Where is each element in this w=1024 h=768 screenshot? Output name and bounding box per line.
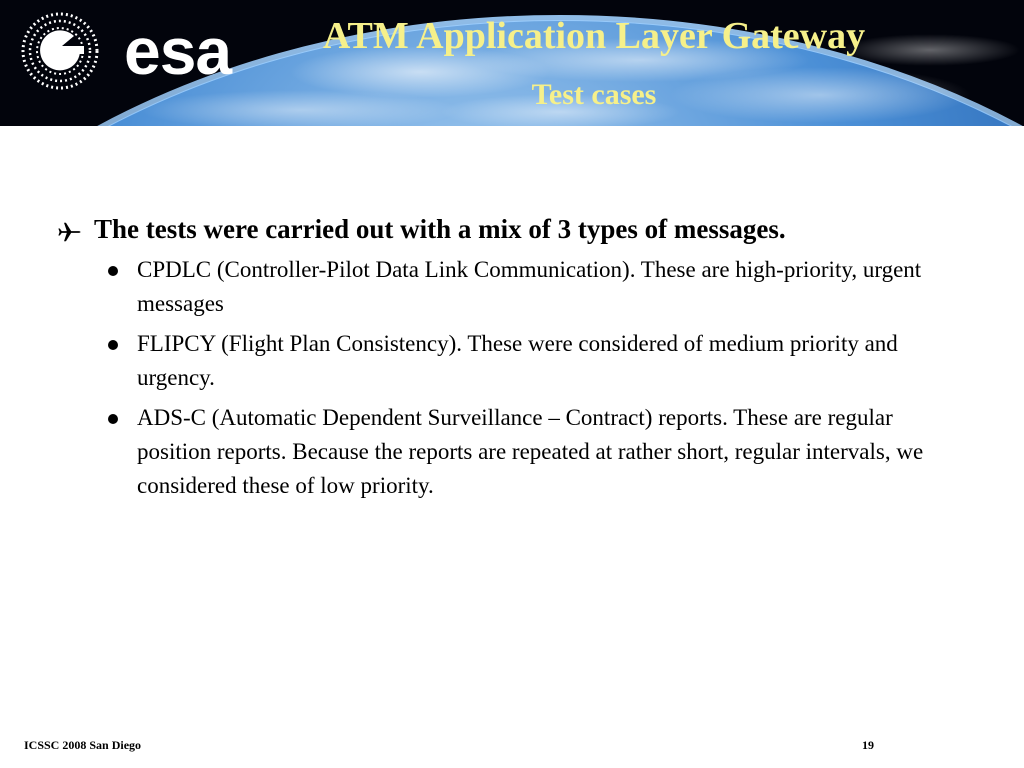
list-item-text: ADS-C (Automatic Dependent Surveillance – Contract) reports. These are regular position reports. Because the reports are repeated at rather short, regular intervals, we considered these of low priority. [137, 405, 924, 499]
slide-content [56, 212, 986, 509]
bullet-dot-icon [108, 414, 118, 424]
list-item [108, 327, 986, 395]
slide-subtitle: Test cases [531, 78, 657, 111]
list-item [108, 253, 986, 321]
list-item-text: CPDLC (Controller-Pilot Data Link Communication). These are high-priority, urgent messages [137, 257, 922, 317]
bullet-dot-icon [108, 266, 118, 276]
bullet-dot-icon [108, 340, 118, 350]
page-number: 19 [862, 738, 874, 752]
list-item-text: FLIPCY (Flight Plan Consistency). These were considered of medium priority and urgency. [137, 331, 898, 391]
esa-logo [18, 12, 248, 90]
header-banner [0, 0, 1024, 126]
esa-logo-text: esa [124, 14, 232, 88]
footer-conference: ICSSC 2008 San Diego [24, 738, 142, 752]
airplane-icon [56, 219, 82, 245]
main-point [56, 212, 986, 247]
esa-globe-icon [18, 12, 108, 90]
list-item [108, 401, 986, 503]
message-type-list [56, 253, 986, 503]
slide-title: ATM Application Layer Gateway [322, 15, 866, 57]
main-point-text: The tests were carried out with a mix of 3 types of messages. [94, 214, 786, 244]
